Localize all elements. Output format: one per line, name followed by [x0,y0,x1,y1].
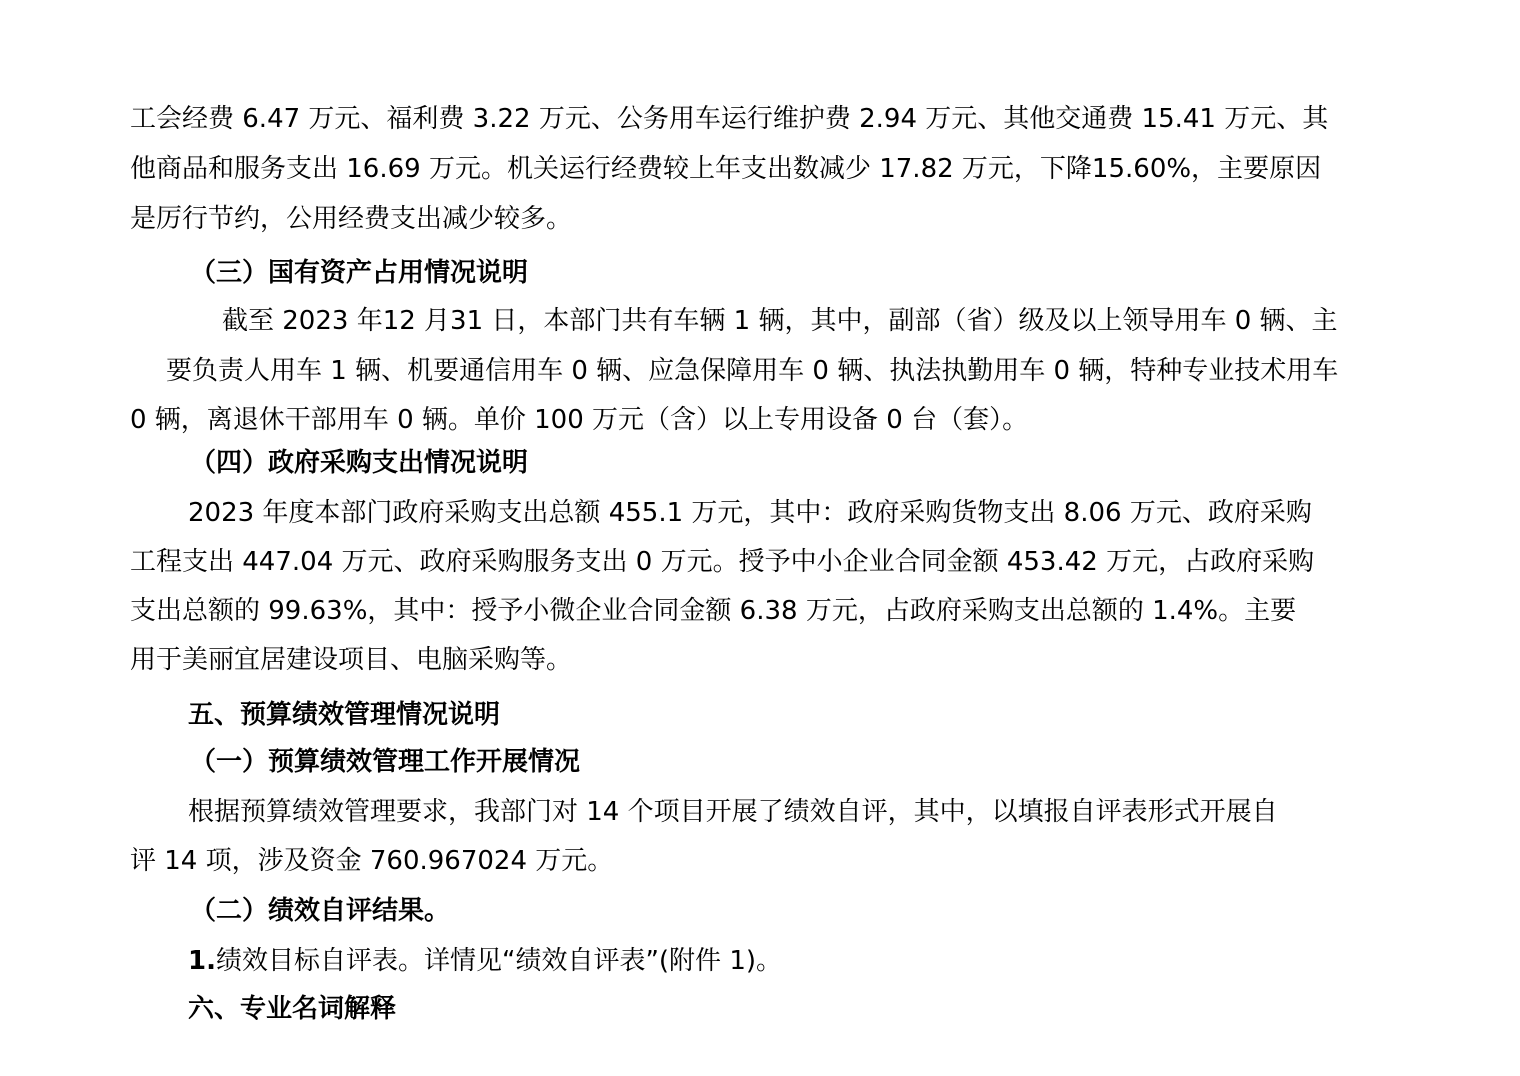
paragraph-line: 评 14 项，涉及资金 760.967024 万元。 [130,846,614,876]
paragraph-line: 2023 年度本部门政府采购支出总额 455.1 万元，其中：政府采购货物支出 8.06 万元、政府采购 [188,498,1312,528]
paragraph-line: 要负责人用车 1 辆、机要通信用车 0 辆、应急保障用车 0 辆、执法执勤用车 0 辆，特种专业技术用车 [166,356,1339,386]
section-heading: （一）预算绩效管理工作开展情况 [190,747,581,777]
list-item [188,948,782,974]
paragraph-line: 0 辆，离退休干部用车 0 辆。单价 100 万元（含）以上专用设备 0 台（套）。 [130,405,1029,435]
paragraph-line: 他商品和服务支出 16.69 万元。机关运行经费较上年支出数减少 17.82 万元，下降15.60%，主要原因 [130,154,1322,184]
section-heading: 六、专业名词解释 [188,994,397,1024]
paragraph-line: 工程支出 447.04 万元、政府采购服务支出 0 万元。授予中小企业合同金额 453.42 万元，占政府采购 [130,547,1315,577]
paragraph-line: 工会经费 6.47 万元、福利费 3.22 万元、公务用车运行维护费 2.94 万元、其他交通费 15.41 万元、其 [130,104,1329,134]
paragraph-line: 根据预算绩效管理要求，我部门对 14 个项目开展了绩效自评，其中，以填报自评表形式开展自 [188,797,1278,827]
paragraph-line: 是厉行节约，公用经费支出减少较多。 [130,204,573,234]
paragraph-line: 用于美丽宜居建设项目、电脑采购等。 [130,645,573,675]
paragraph-line: 截至 2023 年12 月31 日，本部门共有车辆 1 辆，其中，副部（省）级及以上领导用车 0 辆、主 [222,306,1338,336]
paragraph-line: 支出总额的 99.63%，其中：授予小微企业合同金额 6.38 万元，占政府采购支出总额的 1.4%。主要 [130,596,1297,626]
list-item-text: 绩效目标自评表。详情见“绩效自评表”(附件 1)。 [215,946,783,976]
section-heading: （三）国有资产占用情况说明 [190,258,529,288]
section-heading: 五、预算绩效管理情况说明 [188,700,501,730]
section-heading: （二）绩效自评结果。 [190,896,451,926]
list-item-number: 1. [188,946,216,976]
section-heading: （四）政府采购支出情况说明 [190,448,529,478]
